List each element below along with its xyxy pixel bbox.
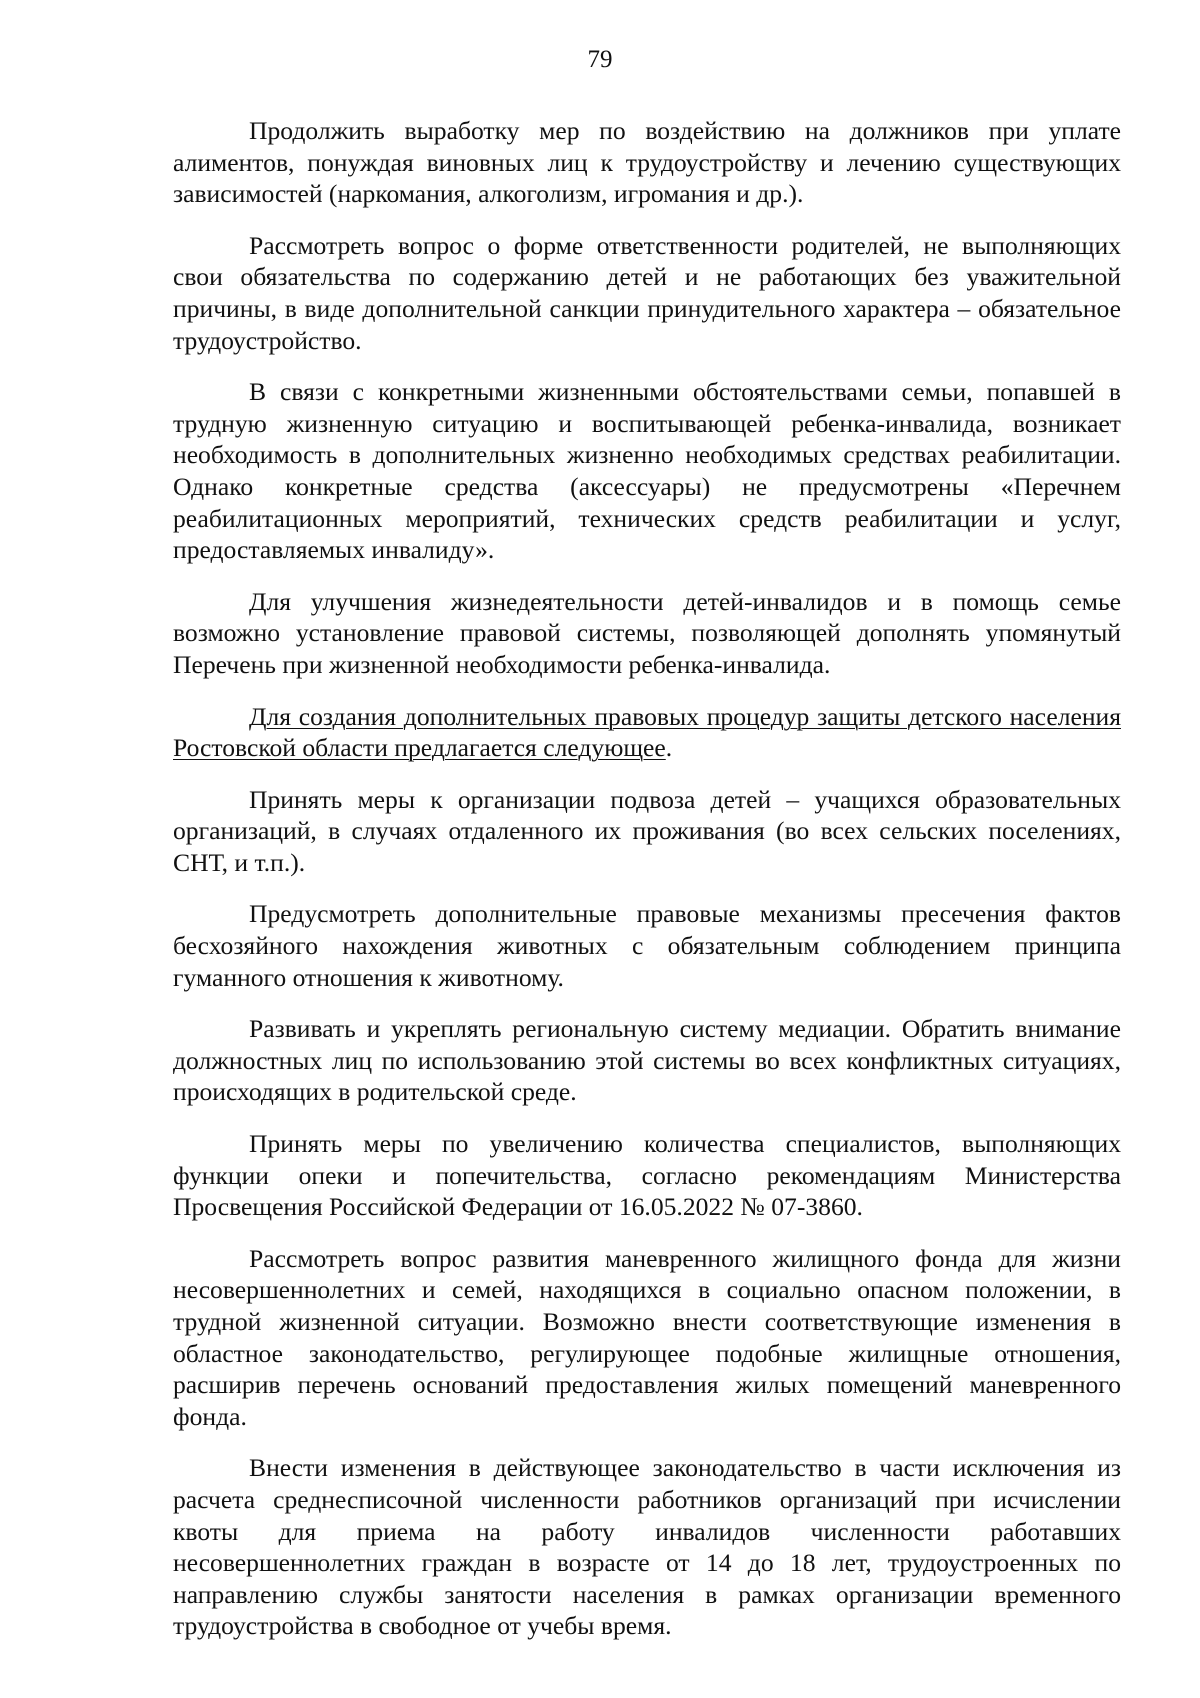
paragraph-mediation: Развивать и укреплять региональную систему медиации. Обратить внимание должностных лиц по использованию этой системы во всех конфликтных ситуациях, происходящих в родительской среде. — [173, 1014, 1121, 1107]
paragraph-employment-quota: Внести изменения в действующее законодательство в части исключения из расчета среднесписочной численности работников организаций при исчислении квоты для приема на работу инвалидов численности работавших несовершеннолетних граждан в возрасте от 14 до 18 лет, трудоустроенных по направлению службы занятости населения в рамках организации временного трудоустройства в свободное от учебы время. — [173, 1453, 1121, 1641]
paragraph-rehabilitation-means: В связи с конкретными жизненными обстоятельствами семьи, попавшей в трудную жизненную ситуацию и воспитывающей ребенка-инвалида, возникает необходимость в дополнительных жизненно необходимых средствах реабилитации. Однако конкретные средства (аксессуары) не предусмотрены «Перечнем реабилитационных мероприятий, технических средств реабилитации и услуг, предоставляемых инвалиду». — [173, 377, 1121, 565]
paragraph-proposals-heading — [173, 701, 1121, 764]
paragraph-parent-responsibility: Рассмотреть вопрос о форме ответственности родителей, не выполняющих свои обязательства по содержанию детей и не работающих без уважительной причины, в виде дополнительной санкции принудительного характера – обязательное трудоустройство. — [173, 230, 1121, 355]
paragraph-alimony-debtors: Продолжить выработку мер по воздействию на должников при уплате алиментов, понуждая виновных лиц к трудоустройству и лечению существующих зависимостей (наркомания, алкоголизм, игромания и др.). — [173, 116, 1121, 209]
proposals-heading-underlined: Для создания дополнительных правовых процедур защиты детского населения Ростовской области предлагается следующее — [173, 701, 1121, 763]
page-number: 79 — [587, 46, 613, 73]
paragraph-disabled-children-list: Для улучшения жизнедеятельности детей-инвалидов и в помощь семье возможно установление правовой системы, позволяющей дополнять упомянутый Перечень при жизненной необходимости ребенка-инвалида. — [173, 586, 1121, 679]
paragraph-school-transport: Принять меры к организации подвоза детей – учащихся образовательных организаций, в случаях отдаленного их проживания (во всех сельских поселениях, СНТ, и т.п.). — [173, 784, 1121, 877]
paragraph-housing-fund: Рассмотреть вопрос развития маневренного жилищного фонда для жизни несовершеннолетних и семей, находящихся в социально опасном положении, в трудной жизненной ситуации. Возможно внести соответствующие изменения в областное законодательство, регулирующее подобные жилищные отношения, расширив перечень оснований предоставления жилых помещений маневренного фонда. — [173, 1243, 1121, 1431]
document-body — [173, 115, 1121, 1662]
paragraph-stray-animals: Предусмотреть дополнительные правовые механизмы пресечения фактов бесхозяйного нахождения животных с обязательным соблюдением принципа гуманного отношения к животному. — [173, 899, 1121, 992]
proposals-heading-period: . — [665, 733, 673, 763]
paragraph-guardianship-specialists: Принять меры по увеличению количества специалистов, выполняющих функции опеки и попечительства, согласно рекомендациям Министерства Просвещения Российской Федерации от 16.05.2022 № 07-3860. — [173, 1129, 1121, 1222]
